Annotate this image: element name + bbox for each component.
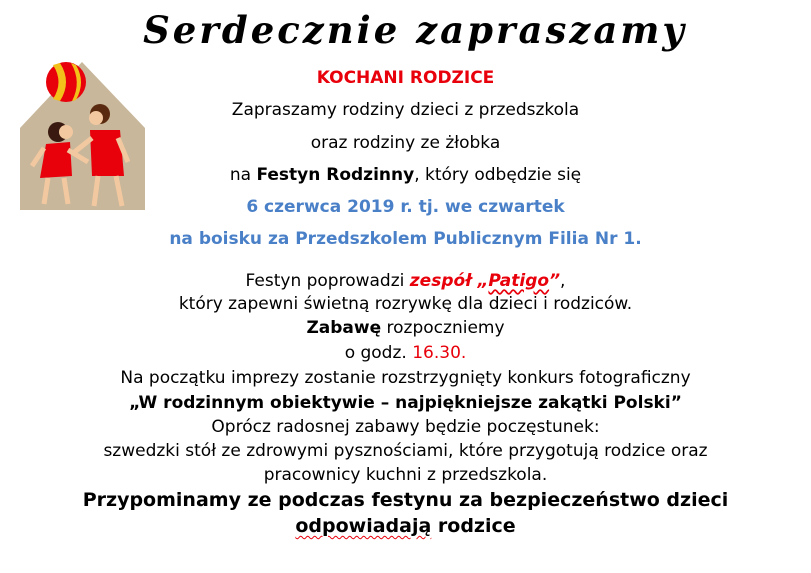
- festyn-line-3: [0, 318, 811, 338]
- festyn-line-9: pracownicy kuchni z przedszkola.: [263, 465, 548, 485]
- festyn-line-3-post: rozpoczniemy: [381, 318, 505, 338]
- zabawe-word: Zabawę: [306, 318, 382, 338]
- event-place: na boisku za Przedszkolem Publicznym Filia Nr 1.: [169, 229, 642, 249]
- event-date: 6 czerwca 2019 r. tj. we czwartek: [246, 197, 565, 217]
- invite-line-3-pre: na: [229, 165, 257, 185]
- band-name: Patigo: [488, 271, 550, 291]
- festyn-line-4: [0, 343, 811, 363]
- festyn-line-8: szwedzki stół ze zdrowymi pysznościami, które przygotują rodzice oraz: [103, 441, 708, 461]
- contest-title: „W rodzinnym obiektywie – najpiękniejsze zakątki Polski”: [129, 393, 682, 413]
- festyn-line-7: Oprócz radosnej zabawy będzie poczęstunek:: [211, 417, 600, 437]
- greeting: KOCHANI RODZICE: [316, 68, 495, 88]
- closing-line-1: Przypominamy ze podczas festynu za bezpieczeństwo dzieci: [82, 489, 729, 511]
- time-pre: o godz.: [344, 343, 413, 363]
- invite-line-2: oraz rodziny ze żłobka: [310, 133, 501, 153]
- closing-line-2: [0, 515, 811, 537]
- invite-line-3-post: , który odbędzie się: [414, 165, 582, 185]
- closing-line-2-post: rodzice: [431, 515, 516, 537]
- festyn-line-2: który zapewni świetną rozrywkę dla dzieci i rodziców.: [178, 294, 633, 314]
- festyn-line-1-pre: Festyn poprowadzi: [245, 271, 410, 291]
- invite-line-1: Zapraszamy rodziny dzieci z przedszkola: [231, 100, 580, 120]
- festyn-line-1-post: ,: [560, 271, 566, 291]
- invite-line-3: [0, 165, 811, 185]
- band-pre: zespół „: [409, 271, 489, 291]
- band: [410, 271, 560, 291]
- festyn-name: Festyn Rodzinny: [256, 165, 415, 185]
- page-title: Serdecznie zapraszamy: [143, 8, 687, 52]
- closing-verb: odpowiadają: [295, 515, 432, 537]
- festyn-line-1: [0, 271, 811, 291]
- festyn-line-5: Na początku imprezy zostanie rozstrzygnięty konkurs fotograficzny: [120, 368, 691, 388]
- start-time: 16.30.: [412, 343, 467, 363]
- band-post: ”: [549, 271, 561, 291]
